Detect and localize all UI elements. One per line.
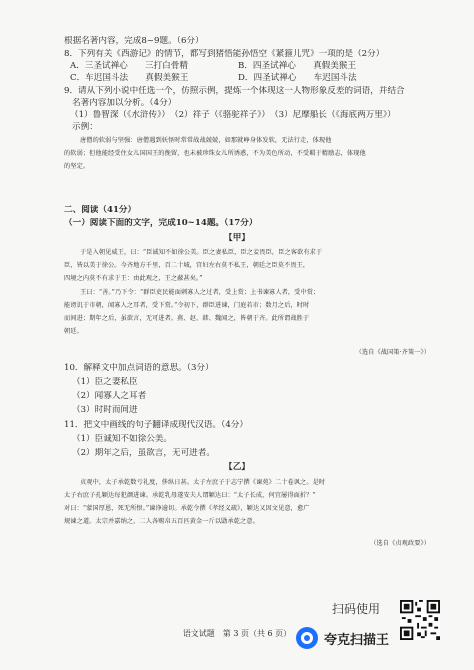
section-intro: 根据名著内容，完成8~9题。（6分） (64, 36, 204, 46)
passage-jia-1: 于是入朝见威王，曰：“臣诚知不如徐公美。臣之妻私臣，臣之妾畏臣，臣之客欲有求于 (80, 249, 323, 256)
q9-choices: （1）鲁智深（《水浒传》） （2）祥子（《骆驼祥子》） （3）尼摩船长（《海底两万里》） (70, 110, 396, 120)
passage-yi-3: 对曰：“蒙国厚恩，死无所恨。”谏诤逾切。承乾令撰《孝经义疏》，颖达又因文见意，愈广 (64, 505, 310, 512)
q8-option-c: C．车迟国斗法 真假美猴王 (70, 73, 189, 83)
passage-yi-2: 太子右庶子孔颖达每犯颜进谏。承乾乳母遂安夫人谓颖达曰：“太子长成，何宜屡得面折？” (64, 492, 316, 499)
brand-name: 夸克扫描王 (324, 632, 390, 648)
q8-option-d: D．四圣试禅心 车迟国斗法 (238, 73, 357, 83)
q10-item-1: （1）臣之妻私臣 (72, 377, 138, 387)
passage-jia-5: 能谤讥于市朝，闻寡人之耳者，受下赏。”令初下，群臣进谏，门庭若市；数月之后，时时 (64, 302, 310, 309)
q10-item-3: （3）时时而间进 (72, 405, 138, 415)
example-label: 示例： (72, 122, 98, 132)
example-text-3: 的坚定。 (64, 163, 90, 170)
question-11: 11．把文中画线的句子翻译成现代汉语。（4分） (64, 420, 248, 430)
q8-option-b: B．四圣试禅心 真假美猴王 (238, 61, 357, 71)
passage-jia-7: 朝廷。 (64, 328, 83, 335)
page-footer: 语文试题 第 3 页（共 6 页） (182, 629, 292, 638)
question-9: 9．请从下列小说中任选一个，仿照示例，提炼一个体现这一人物形象反差的词语，并结合 (64, 86, 405, 96)
subsection-1-title: （一）阅读下面的文字，完成10~14题。（17分） (64, 218, 258, 228)
passage-jia-title: 【甲】 (224, 233, 250, 243)
passage-yi-1: 贞观中，太子承乾数亏礼度，侈纵日甚。太子左庶子于志宁撰《谏苑》二十卷讽之。是时 (80, 479, 326, 486)
passage-jia-source: （选自《战国策·齐策一》） (355, 349, 430, 356)
passage-jia-4: 王曰：“善。”乃下令：“群臣吏民能面刺寡人之过者，受上赏；上书谏寡人者，受中赏； (80, 289, 320, 296)
passage-jia-3: 四境之内莫不有求于王：由此观之，王之蔽甚矣。” (64, 275, 203, 282)
passage-yi-title: 【乙】 (224, 462, 250, 472)
quark-logo-icon (296, 627, 318, 649)
section-2-title: 二、阅读（41分） (64, 205, 137, 215)
scan-label: 扫码使用 (332, 602, 381, 616)
passage-jia-2: 臣，皆以美于徐公。今齐地方千里，百二十城，宫妇左右莫不私王，朝廷之臣莫不畏王， (64, 262, 310, 269)
brand-watermark (296, 627, 389, 649)
example-text-1: 唐僧的软弱与坚强：唐僧遇到妖怪时常常战战兢兢，如那就峥身体发软，无法行走，体现他 (80, 137, 332, 144)
q11-item-1: （1）臣诚知不如徐公美。 (72, 434, 172, 444)
passage-jia-6: 而间进；期年之后，虽欲言，无可进者。燕、赵、韩、魏闻之，皆朝于齐。此所谓战胜于 (64, 315, 310, 322)
passage-yi-4: 规谏之道。太宗并嘉纳之，二人各赐帛五百匹黄金一斤以勖承乾之意。 (64, 518, 259, 525)
question-8: 8．下列有关《西游记》的情节，都写到猪悟能孙悟空《紧箍儿咒》一项的是（2分） (64, 49, 385, 59)
passage-yi-source: （选自《贞观政要》） (370, 540, 430, 547)
question-10: 10．解释文中加点词语的意思。（3分） (64, 363, 214, 373)
qr-code[interactable] (400, 600, 440, 640)
example-text-2: 的软弱；但他能经受住女儿国国王的挽留，也未被珍珠女儿所诱惑，不为美色所动，不受羁于精励志，体现他 (64, 150, 366, 157)
q11-item-2: （2）期年之后，虽欲言，无可进者。 (72, 448, 215, 458)
question-9-cont: 名著内容加以分析。（4分） (72, 98, 177, 108)
q10-item-2: （2）闻寡人之耳者 (72, 391, 147, 401)
q8-option-a: A．三圣试禅心 三打白骨精 (70, 61, 188, 71)
